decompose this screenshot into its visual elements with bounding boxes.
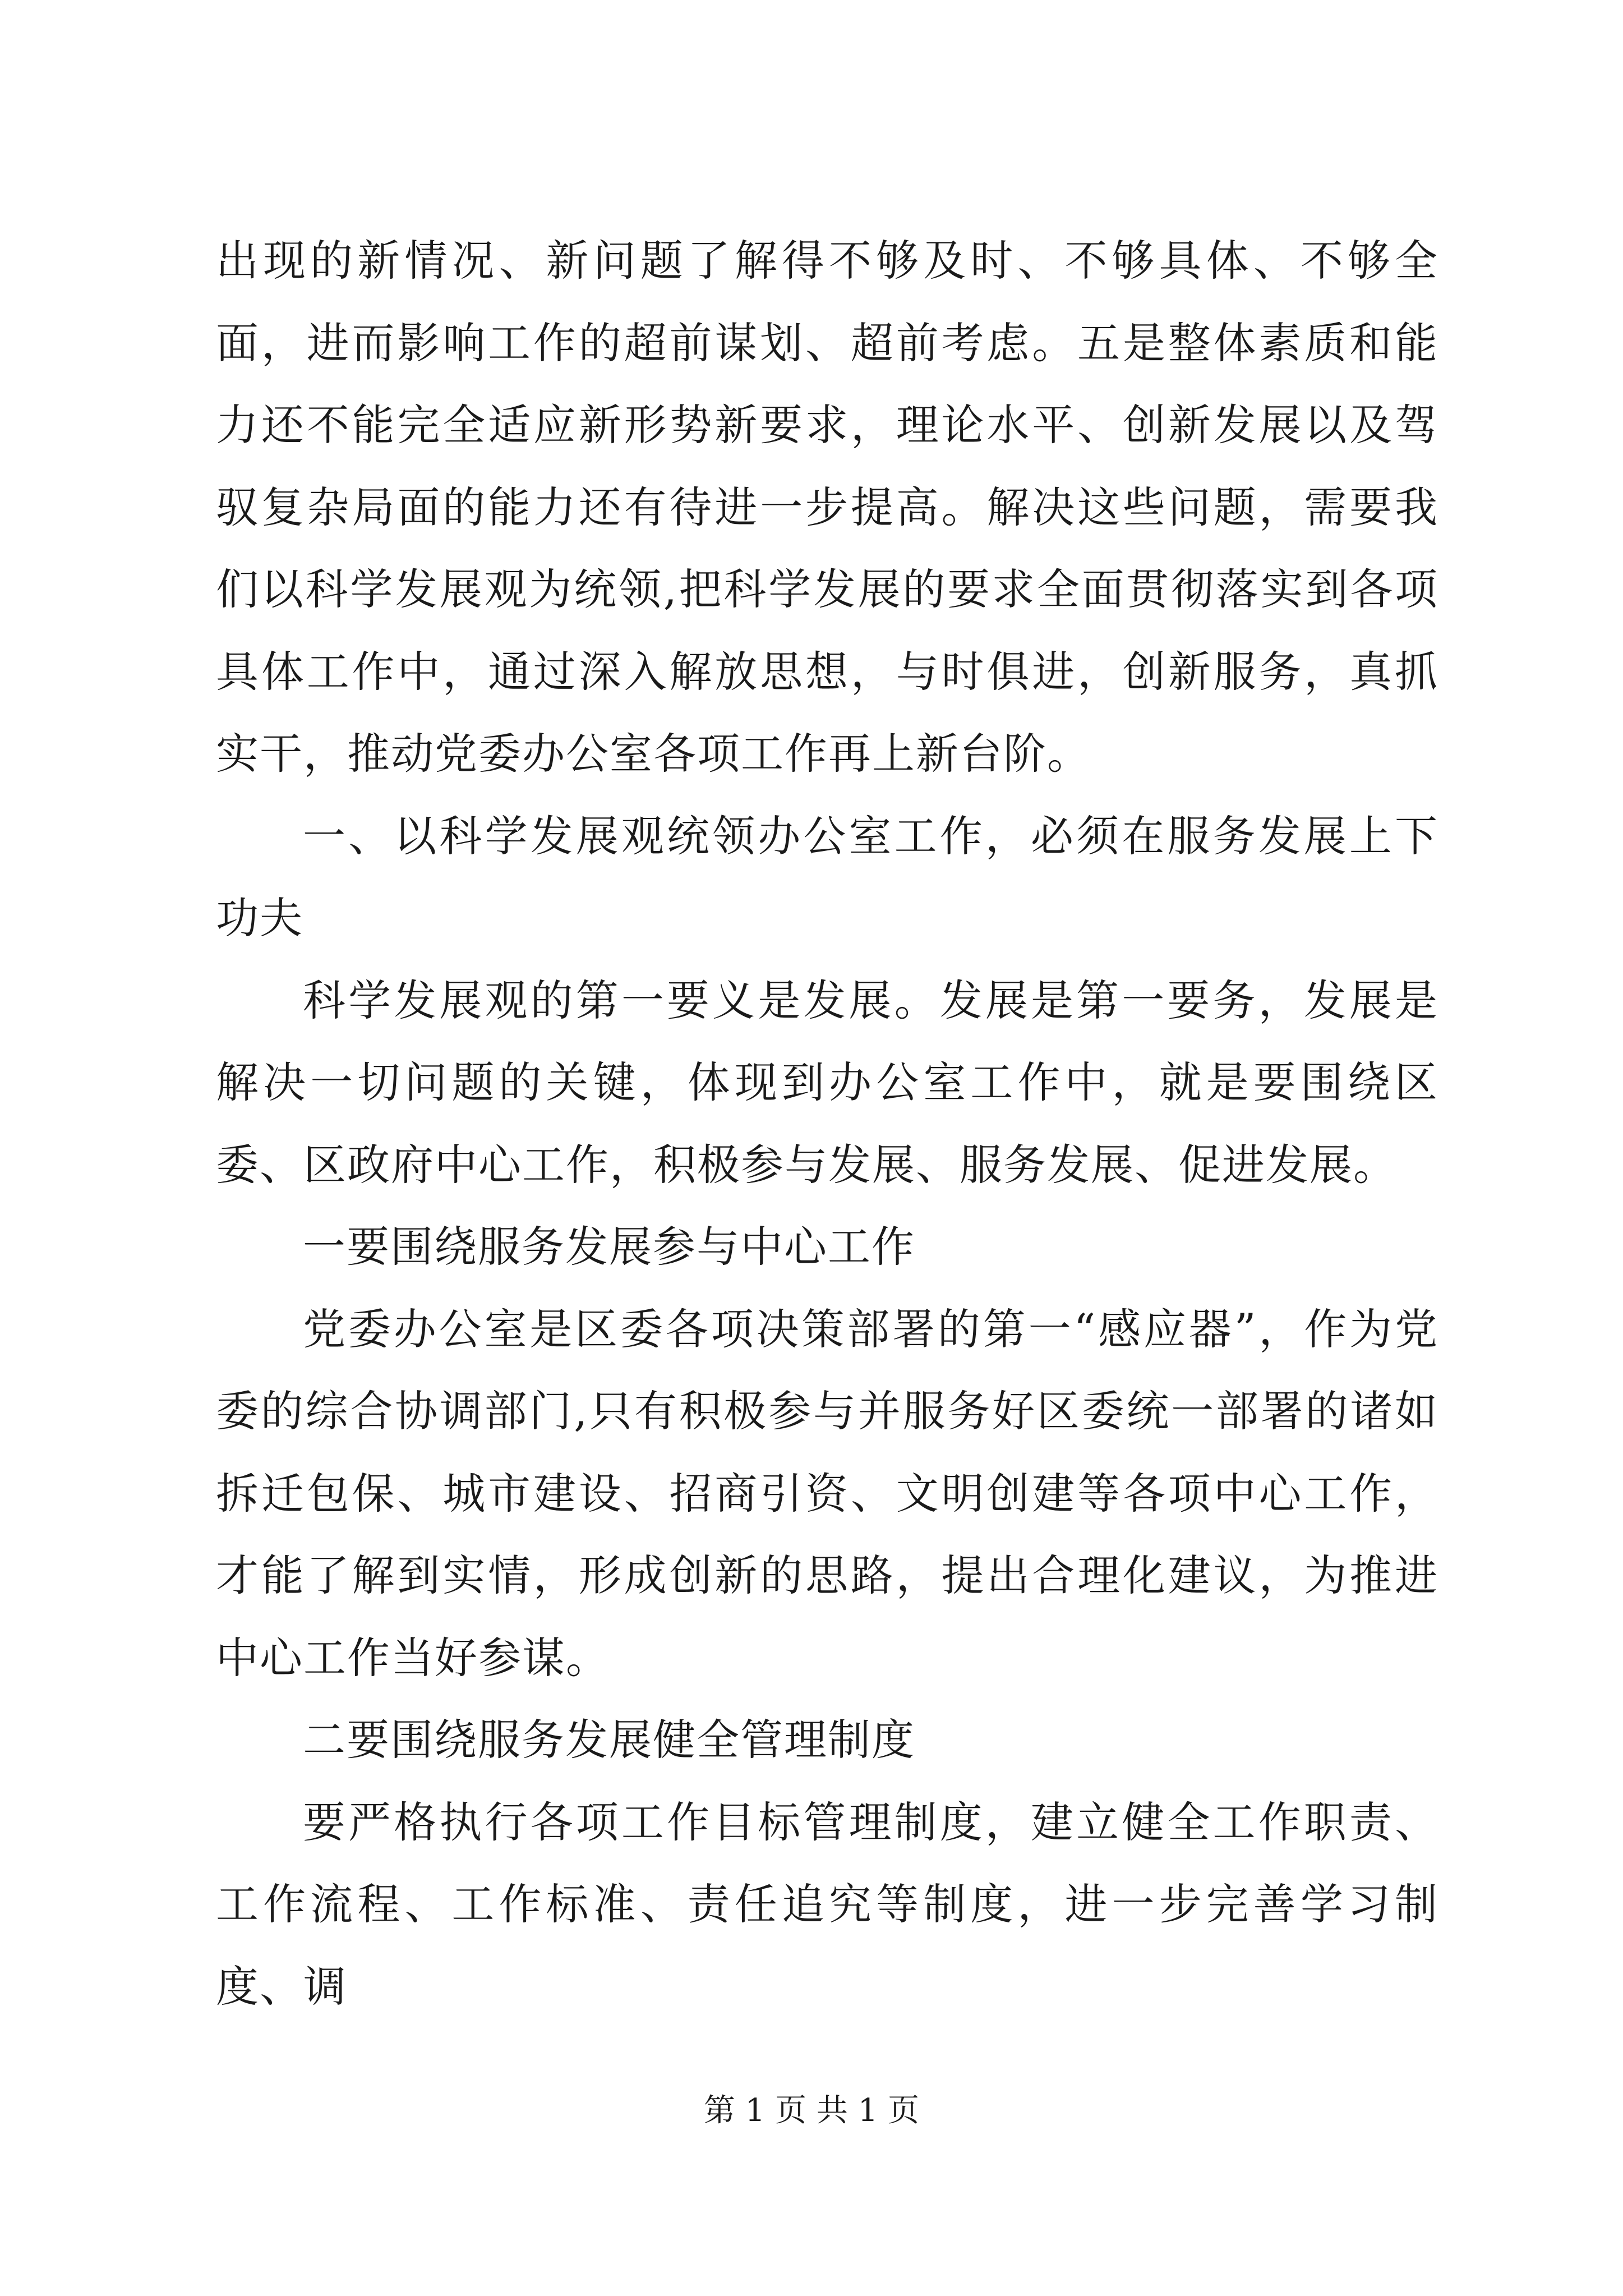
paragraph-2: 科学发展观的第一要义是发展。发展是第一要务，发展是解决一切问题的关键，体现到办公室工作中，就是要围绕区委、区政府中心工作，积极参与发展、服务发展、促进发展。 [216, 975, 1438, 1190]
subheading-1: 一要围绕服务发展参与中心工作 [303, 1222, 915, 1272]
paragraph-4: 要严格执行各项工作目标管理制度，建立健全工作职责、工作流程、工作标准、责任追究等制度，进一步完善学习制度、调 [216, 1797, 1438, 2012]
paragraph-1: 出现的新情况、新问题了解得不够及时、不够具体、不够全面，进而影响工作的超前谋划、超前考虑。五是整体素质和能力还不能完全适应新形势新要求，理论水平、创新发展以及驾驭复杂局面的能力还有待进一步提高。解决这些问题，需要我们以科学发展观为统领,把科学发展的要求全面贯彻落实到各项具体工作中，通过深入解放思想，与时俱进，创新服务，真抓实干，推动党委办公室各项工作再上新台阶。 [216, 236, 1438, 779]
section-heading-1: 一、以科学发展观统领办公室工作，必须在服务发展上下功夫 [216, 811, 1438, 943]
subheading-2: 二要围绕服务发展健全管理制度 [303, 1715, 915, 1765]
paragraph-3: 党委办公室是区委各项决策部署的第一“感应器”，作为党委的综合协调部门,只有积极参与并服务好区委统一部署的诸如拆迁包保、城市建设、招商引资、文明创建等各项中心工作，才能了解到实情，形成创新的思路，提出合理化建议，为推进中心工作当好参谋。 [216, 1304, 1438, 1683]
document-body [216, 220, 1438, 2028]
page-footer: 第 1 页 共 1 页 [703, 2092, 920, 2129]
